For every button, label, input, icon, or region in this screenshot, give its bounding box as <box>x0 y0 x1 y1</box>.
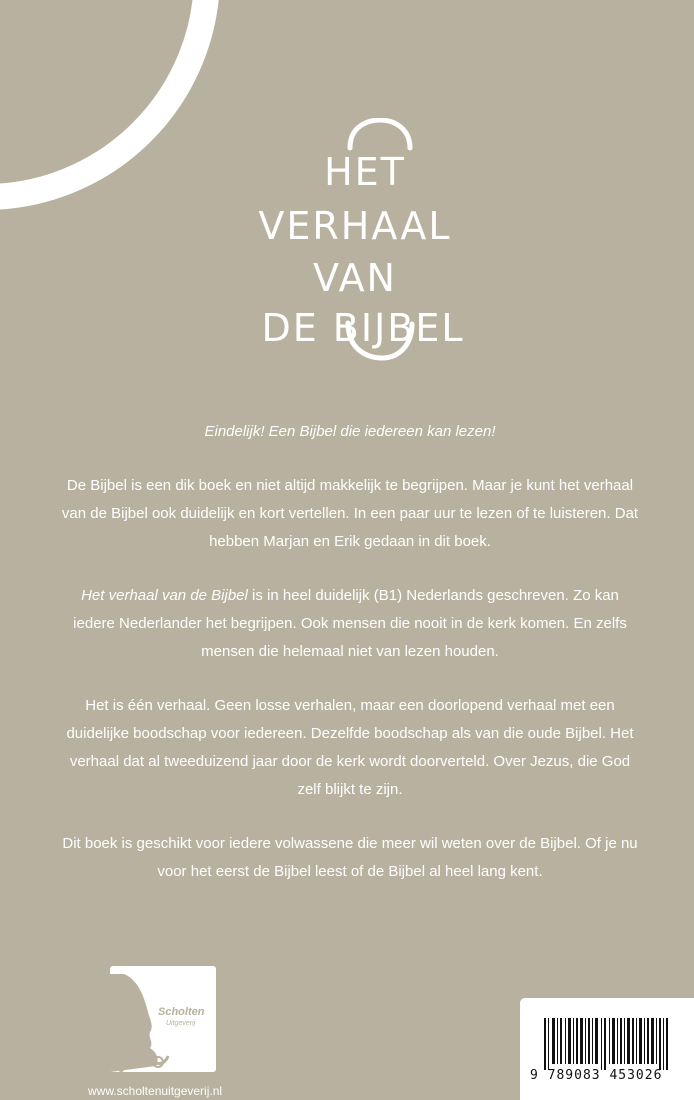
tagline: Eindelijk! Een Bijbel die iedereen kan lezen! <box>204 423 496 440</box>
barcode-bars-icon <box>544 1018 674 1070</box>
book-title <box>230 118 480 363</box>
isbn-number: 9 789083 453026 <box>530 1068 663 1083</box>
paragraph-2: Het verhaal van de Bijbel is in heel duidelijk (B1) Nederlands geschreven. Zo kan iedere Nederlander het begrijpen. Ook mensen die nooit in de kerk komen. En zelfs mensen die helemaal niet van lezen houden. <box>73 587 627 660</box>
title-line-4: DE BIJBEL <box>261 306 465 350</box>
book-title-inline: Het verhaal van de Bijbel <box>81 587 248 604</box>
decorative-arc <box>0 0 220 210</box>
paragraph-1: De Bijbel is een dik boek en niet altijd makkelijk te begrijpen. Maar je kunt het verhaal van de Bijbel ook duidelijk en kort vertellen. In een paar uur te lezen of te luisteren. Dat hebben Marjan en Erik gedaan in dit boek. <box>61 477 639 550</box>
blurb-text <box>60 418 640 912</box>
title-line-3: VAN <box>313 256 397 300</box>
barcode <box>520 998 694 1100</box>
paragraph-4: Dit boek is geschikt voor iedere volwassene die meer wil weten over de Bijbel. Of je nu voor het eerst de Bijbel leest of de Bijbel al heel lang kent. <box>62 835 638 880</box>
title-line-2: VERHAAL <box>258 204 452 248</box>
profile-silhouette-icon <box>110 966 216 1072</box>
publisher-website: www.scholtenuitgeverij.nl <box>88 1084 223 1098</box>
publisher-logo <box>110 966 216 1072</box>
publisher-name: Scholten <box>158 1006 205 1018</box>
title-line-1: HET <box>324 150 406 194</box>
publisher-subtitle: Uitgeverij <box>166 1020 196 1027</box>
paragraph-3: Het is één verhaal. Geen losse verhalen, maar een doorlopend verhaal met een duidelijke boodschap voor iedereen. Dezelfde boodschap als van die oude Bijbel. Het verhaal dat al tweeduizend jaar door de kerk wordt doorverteld. Over Jezus, die God zelf blijkt te zijn. <box>66 697 634 798</box>
